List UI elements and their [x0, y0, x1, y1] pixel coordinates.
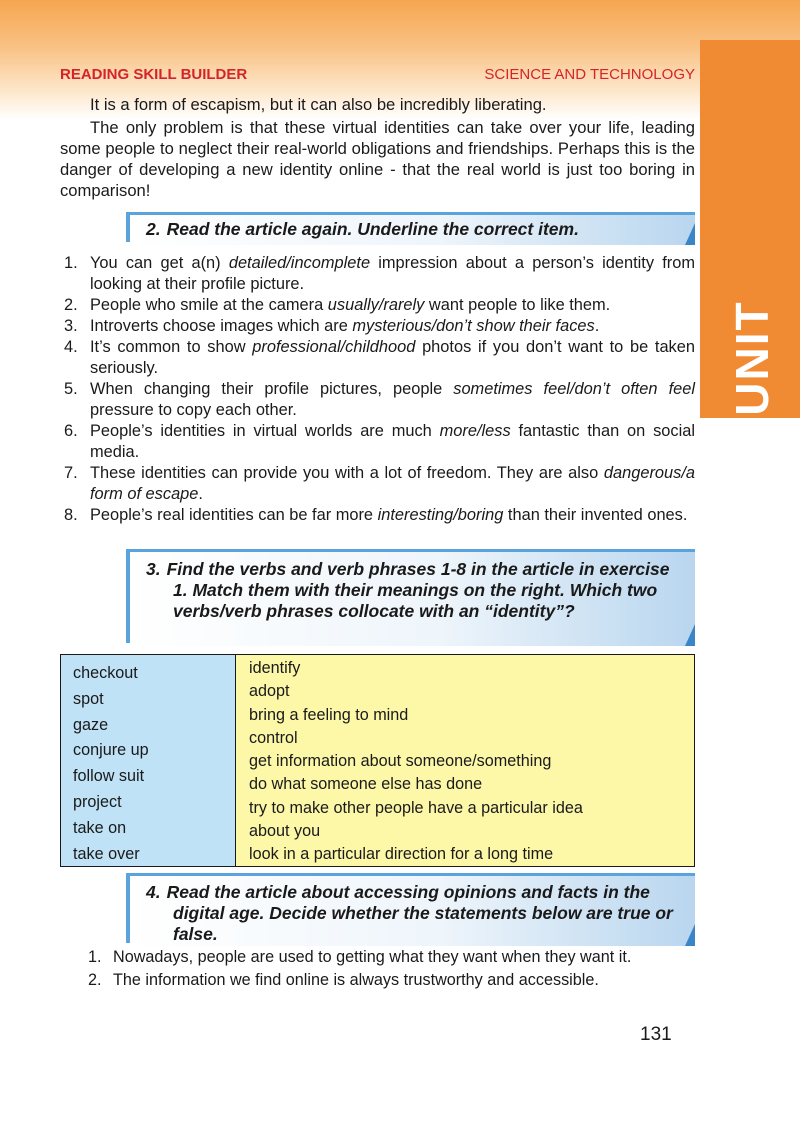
meanings-column: [236, 655, 694, 866]
meaning-item: about you: [249, 822, 321, 841]
item-text-a: It’s common to show: [90, 338, 253, 356]
unit-word: UNIT: [726, 300, 778, 416]
item-text-b: impression about a person’s identity from looking at their profile picture.: [90, 254, 696, 293]
exercise-2-instruction: 2. Read the article again. Underline the correct item.: [146, 219, 579, 239]
verb-item: follow suit: [73, 767, 145, 786]
item-number: 6.: [64, 422, 78, 440]
item-option[interactable]: dangerous/a form of escape: [90, 464, 695, 503]
item-number: 8.: [64, 506, 78, 524]
verbs-column: [61, 655, 236, 866]
verb-item: spot: [73, 689, 104, 708]
meaning-item: get information about someone/something: [249, 752, 552, 771]
exercise-2-item: [60, 505, 695, 526]
meaning-item: control: [249, 728, 298, 747]
item-number: 1.: [64, 254, 78, 272]
item-option[interactable]: professional/childhood: [252, 338, 416, 356]
item-text-a: People’s identities in virtual worlds are much: [90, 422, 440, 440]
item-text-a: These identities can provide you with a lot of freedom. They are also: [90, 464, 604, 482]
exercise-2-item: [60, 316, 695, 337]
meaning-item: try to make other people have a particular idea: [249, 798, 583, 817]
meaning-item: adopt: [249, 682, 290, 701]
exercise-2-list: [60, 253, 695, 526]
statement-number: 2.: [88, 971, 102, 989]
exercise-2-item: [60, 463, 695, 505]
item-text-b: photos if you don’t want to be taken seriously.: [90, 338, 695, 377]
verb-item: take over: [73, 844, 140, 863]
exercise-2-item: [60, 379, 695, 421]
verb-item: project: [73, 792, 122, 811]
item-text-b: fantastic than on social media.: [90, 422, 696, 461]
statement-item: [60, 969, 700, 992]
intro-paragraph-1: It is a form of escapism, but it can also be incredibly liberating.: [90, 95, 547, 114]
item-number: 2.: [64, 296, 78, 314]
meaning-item: look in a particular direction for a long time: [249, 845, 554, 864]
exercise-2-banner: [130, 212, 695, 245]
page-number: 131: [640, 1024, 672, 1045]
item-text-a: When changing their profile pictures, people: [90, 380, 454, 398]
exercise-2-item: [60, 421, 695, 463]
exercise-4-banner: [130, 873, 695, 946]
meaning-item: do what someone else has done: [249, 775, 483, 794]
item-number: 4.: [64, 338, 78, 356]
statement-text: The information we find online is always trustworthy and accessible.: [113, 971, 599, 989]
verb-item: take on: [73, 818, 127, 837]
item-text-b: .: [594, 317, 600, 335]
exercise-4-list: [60, 946, 700, 992]
statement-text: Nowadays, people are used to getting what they want when they want it.: [113, 948, 632, 966]
meaning-item: identify: [249, 659, 301, 677]
meaning-item: bring a feeling to mind: [249, 705, 409, 724]
exercise-2-item: [60, 337, 695, 379]
exercise-3-banner: [130, 549, 695, 646]
exercise-4-instruction: 4. Read the article about accessing opinions and facts in the digital age. Decide whether the statements below are true or false.: [146, 882, 673, 944]
item-option[interactable]: detailed/incomplete: [228, 254, 371, 272]
exercise-3-instruction: 3. Find the verbs and verb phrases 1-8 in the article in exercise 1. Match them with their meanings on the right. Which two verbs/verb phrases collocate with an “identity”?: [146, 559, 670, 621]
item-text-b: want people to like them.: [424, 296, 611, 314]
item-option[interactable]: more/less: [439, 422, 511, 440]
item-text-b: than their invented ones.: [503, 506, 688, 524]
item-text-a: You can get a(n): [90, 254, 229, 272]
item-option[interactable]: mysterious/don’t show their faces: [352, 317, 595, 335]
item-text-b: .: [198, 485, 203, 503]
statement-number: 1.: [88, 948, 102, 966]
item-text-a: People’s real identities can be far more: [90, 506, 378, 524]
item-option[interactable]: usually/rarely: [327, 296, 425, 314]
item-number: 5.: [64, 380, 78, 398]
item-text-a: People who smile at the camera: [90, 296, 328, 314]
exercise-2-item: [60, 295, 695, 316]
unit-number: 5: [724, 419, 780, 450]
verb-item: checkout: [73, 664, 138, 682]
item-number: 7.: [64, 464, 78, 482]
item-option[interactable]: sometimes feel/don’t often feel: [453, 380, 695, 398]
statement-item: [60, 946, 700, 969]
exercise-2-item: [60, 253, 695, 295]
item-text-b: pressure to copy each other.: [90, 401, 297, 419]
topic-header: SCIENCE AND TECHNOLOGY: [484, 66, 695, 83]
intro-paragraph-2: The only problem is that these virtual identities can take over your life, leading some people to neglect their real-world obligations and friendships. Perhaps this is the danger of developing a new identity online - that the real world is just too boring in comparison!: [60, 118, 695, 200]
item-option[interactable]: interesting/boring: [377, 506, 504, 524]
unit-label: [724, 300, 780, 450]
verb-item: conjure up: [73, 741, 149, 760]
matching-table: [60, 654, 695, 867]
section-header: READING SKILL BUILDER: [60, 66, 248, 83]
item-number: 3.: [64, 317, 78, 335]
verb-item: gaze: [73, 715, 109, 734]
item-text-a: Introverts choose images which are: [90, 317, 353, 335]
